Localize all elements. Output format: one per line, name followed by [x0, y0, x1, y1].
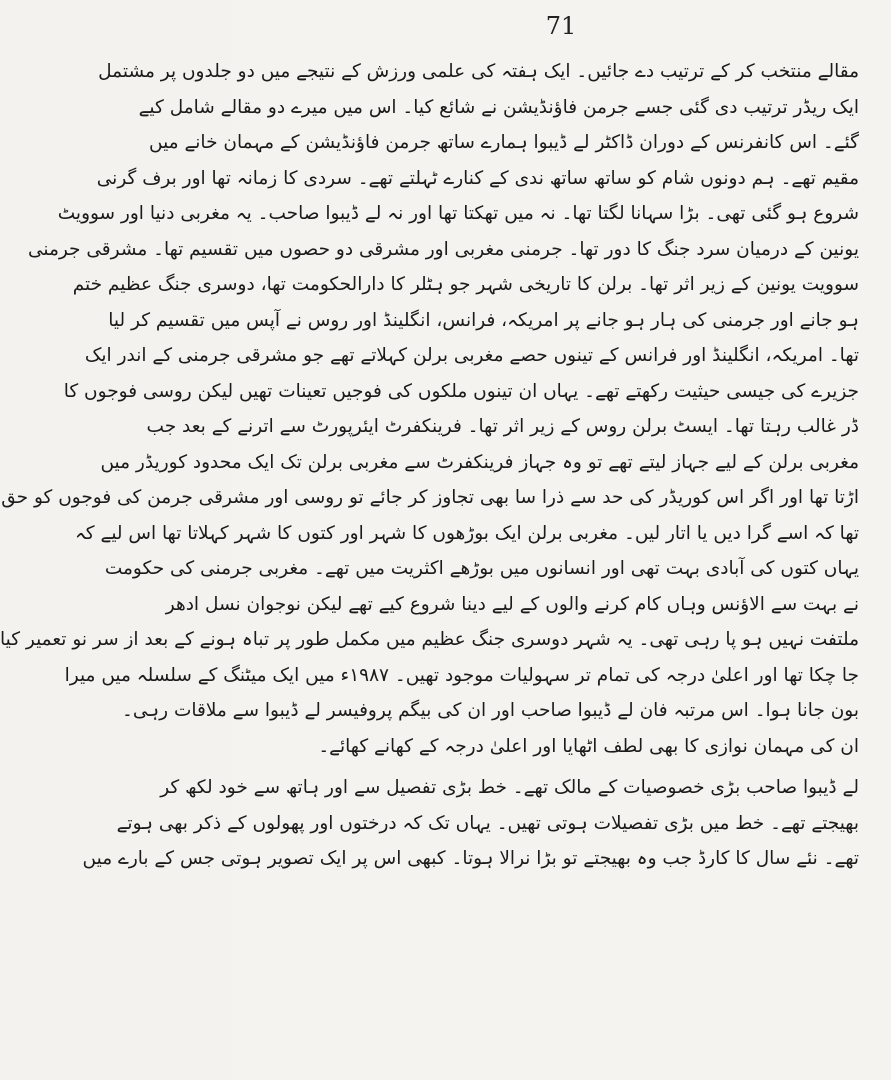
page-number: 71 — [545, 12, 577, 40]
text-line: مغربی برلن کے لیے جہاز لیتے تھے تو وہ جہاز فرینکفرٹ سے مغربی برلن تک ایک محدود کوریڈر میں — [100, 451, 859, 473]
text-line: شروع ہو گئی تھی۔ بڑا سہانا لگتا تھا۔ نہ میں تھکتا تھا اور نہ لے ڈیبوا صاحب۔ یہ مغربی دنیا اور سوویٹ — [57, 203, 859, 224]
text-line: یہاں کتوں کی آبادی بہت تھی اور انسانوں میں بوڑھے اکثریت میں تھے۔ مغربی جرمنی کی حکومت — [104, 558, 859, 579]
text-line: تھا کہ اسے گرا دیں یا اتار لیں۔ مغربی برلن ایک بوڑھوں کا شہر اور کتوں کا شہر کہلاتا تھا اس لیے کہ — [74, 522, 859, 544]
text-line: نے بہت سے الاؤنس وہاں کام کرنے والوں کے لیے دینا شروع کیے تھے لیکن نوجوان نسل ادھر — [165, 593, 859, 615]
text-line: مقالے منتخب کر کے ترتیب دے جائیں۔ ایک ہفتہ کی علمی ورزش کے نتیجے میں دو جلدوں پر مشتمل — [98, 61, 859, 82]
text-line: ڈر غالب رہتا تھا۔ ایسٹ برلن روس کے زیر اثر تھا۔ فرینکفرٹ ایئرپورٹ سے اترنے کے بعد جب — [146, 416, 859, 437]
text-line: لے ڈیبوا صاحب بڑی خصوصیات کے مالک تھے۔ خط بڑی تفصیل سے اور ہاتھ سے خود لکھ کر — [160, 777, 859, 798]
text-line: ملتفت نہیں ہو پا رہی تھی۔ یہ شہر دوسری جنگ عظیم میں مکمل طور پر تباہ ہونے کے بعد از سر نو تعمیر کیا — [0, 629, 859, 650]
text-line: بون جانا ہوا۔ اس مرتبہ فان لے ڈیبوا صاحب اور ان کی بیگم پروفیسر لے ڈیبوا سے ملاقات رہی۔ — [122, 700, 859, 721]
text-line: جزیرے کی جیسی حیثیت رکھتے تھے۔ یہاں ان تینوں ملکوں کی فوجیں تعینات تھیں لیکن روسی فوجوں کا — [63, 380, 859, 402]
body-text — [0, 54, 859, 877]
text-line: ایک ریڈر ترتیب دی گئی جسے جرمن فاؤنڈیشن نے شائع کیا۔ اس میں میرے دو مقالے شامل کیے — [138, 96, 859, 118]
text-line: تھے۔ نئے سال کا کارڈ جب وہ بھیجتے تو بڑا نرالا ہوتا۔ کبھی اس پر ایک تصویر ہوتی جس کے بارے میں — [82, 848, 859, 869]
text-line: ہو جانے اور جرمنی کی ہار ہو جانے پر امریکہ، فرانس، انگلینڈ اور روس نے آپس میں تقسیم کر لیا — [108, 309, 859, 331]
text-line: یونین کے درمیان سرد جنگ کا دور تھا۔ جرمنی مغربی اور مشرقی دو حصوں میں تقسیم تھا۔ مشرقی جرمنی — [27, 238, 859, 260]
text-line: ان کی مہمان نوازی کا بھی لطف اٹھایا اور اعلیٰ درجہ کے کھانے کھائے۔ — [318, 735, 859, 757]
text-line: اڑتا تھا اور اگر اس کوریڈر کی حد سے ذرا سا بھی تجاوز کر جائے تو روسی اور مشرقی جرمن کی فوجوں کو حق — [1, 487, 859, 508]
text-line: مقیم تھے۔ ہم دونوں شام کو ساتھ ساتھ ندی کے کنارے ٹہلتے تھے۔ سردی کا زمانہ تھا اور برف گرنی — [96, 167, 859, 189]
text-line: جا چکا تھا اور اعلیٰ درجہ کی تمام تر سہولیات موجود تھیں۔ ۱۹۸۷ء میں ایک میٹنگ کے سلسلہ میں میرا — [64, 664, 859, 686]
text-line: سوویت یونین کے زیر اثر تھا۔ برلن کا تاریخی شہر جو ہٹلر کا دارالحکومت تھا، دوسری جنگ عظیم ختم — [72, 274, 859, 295]
text-line: تھا۔ امریکہ، انگلینڈ اور فرانس کے تینوں حصے مغربی برلن کہلاتے تھے جو مشرقی جرمنی کے اندر ایک — [84, 345, 859, 366]
text-line: گئے۔ اس کانفرنس کے دوران ڈاکٹر لے ڈیبوا ہمارے ساتھ جرمن فاؤنڈیشن کے مہمان خانے میں — [148, 132, 859, 153]
text-line: بھیجتے تھے۔ خط میں بڑی تفصیلات ہوتی تھیں۔ یہاں تک کہ درختوں اور پھولوں کے ذکر بھی ہوتے — [116, 812, 859, 834]
